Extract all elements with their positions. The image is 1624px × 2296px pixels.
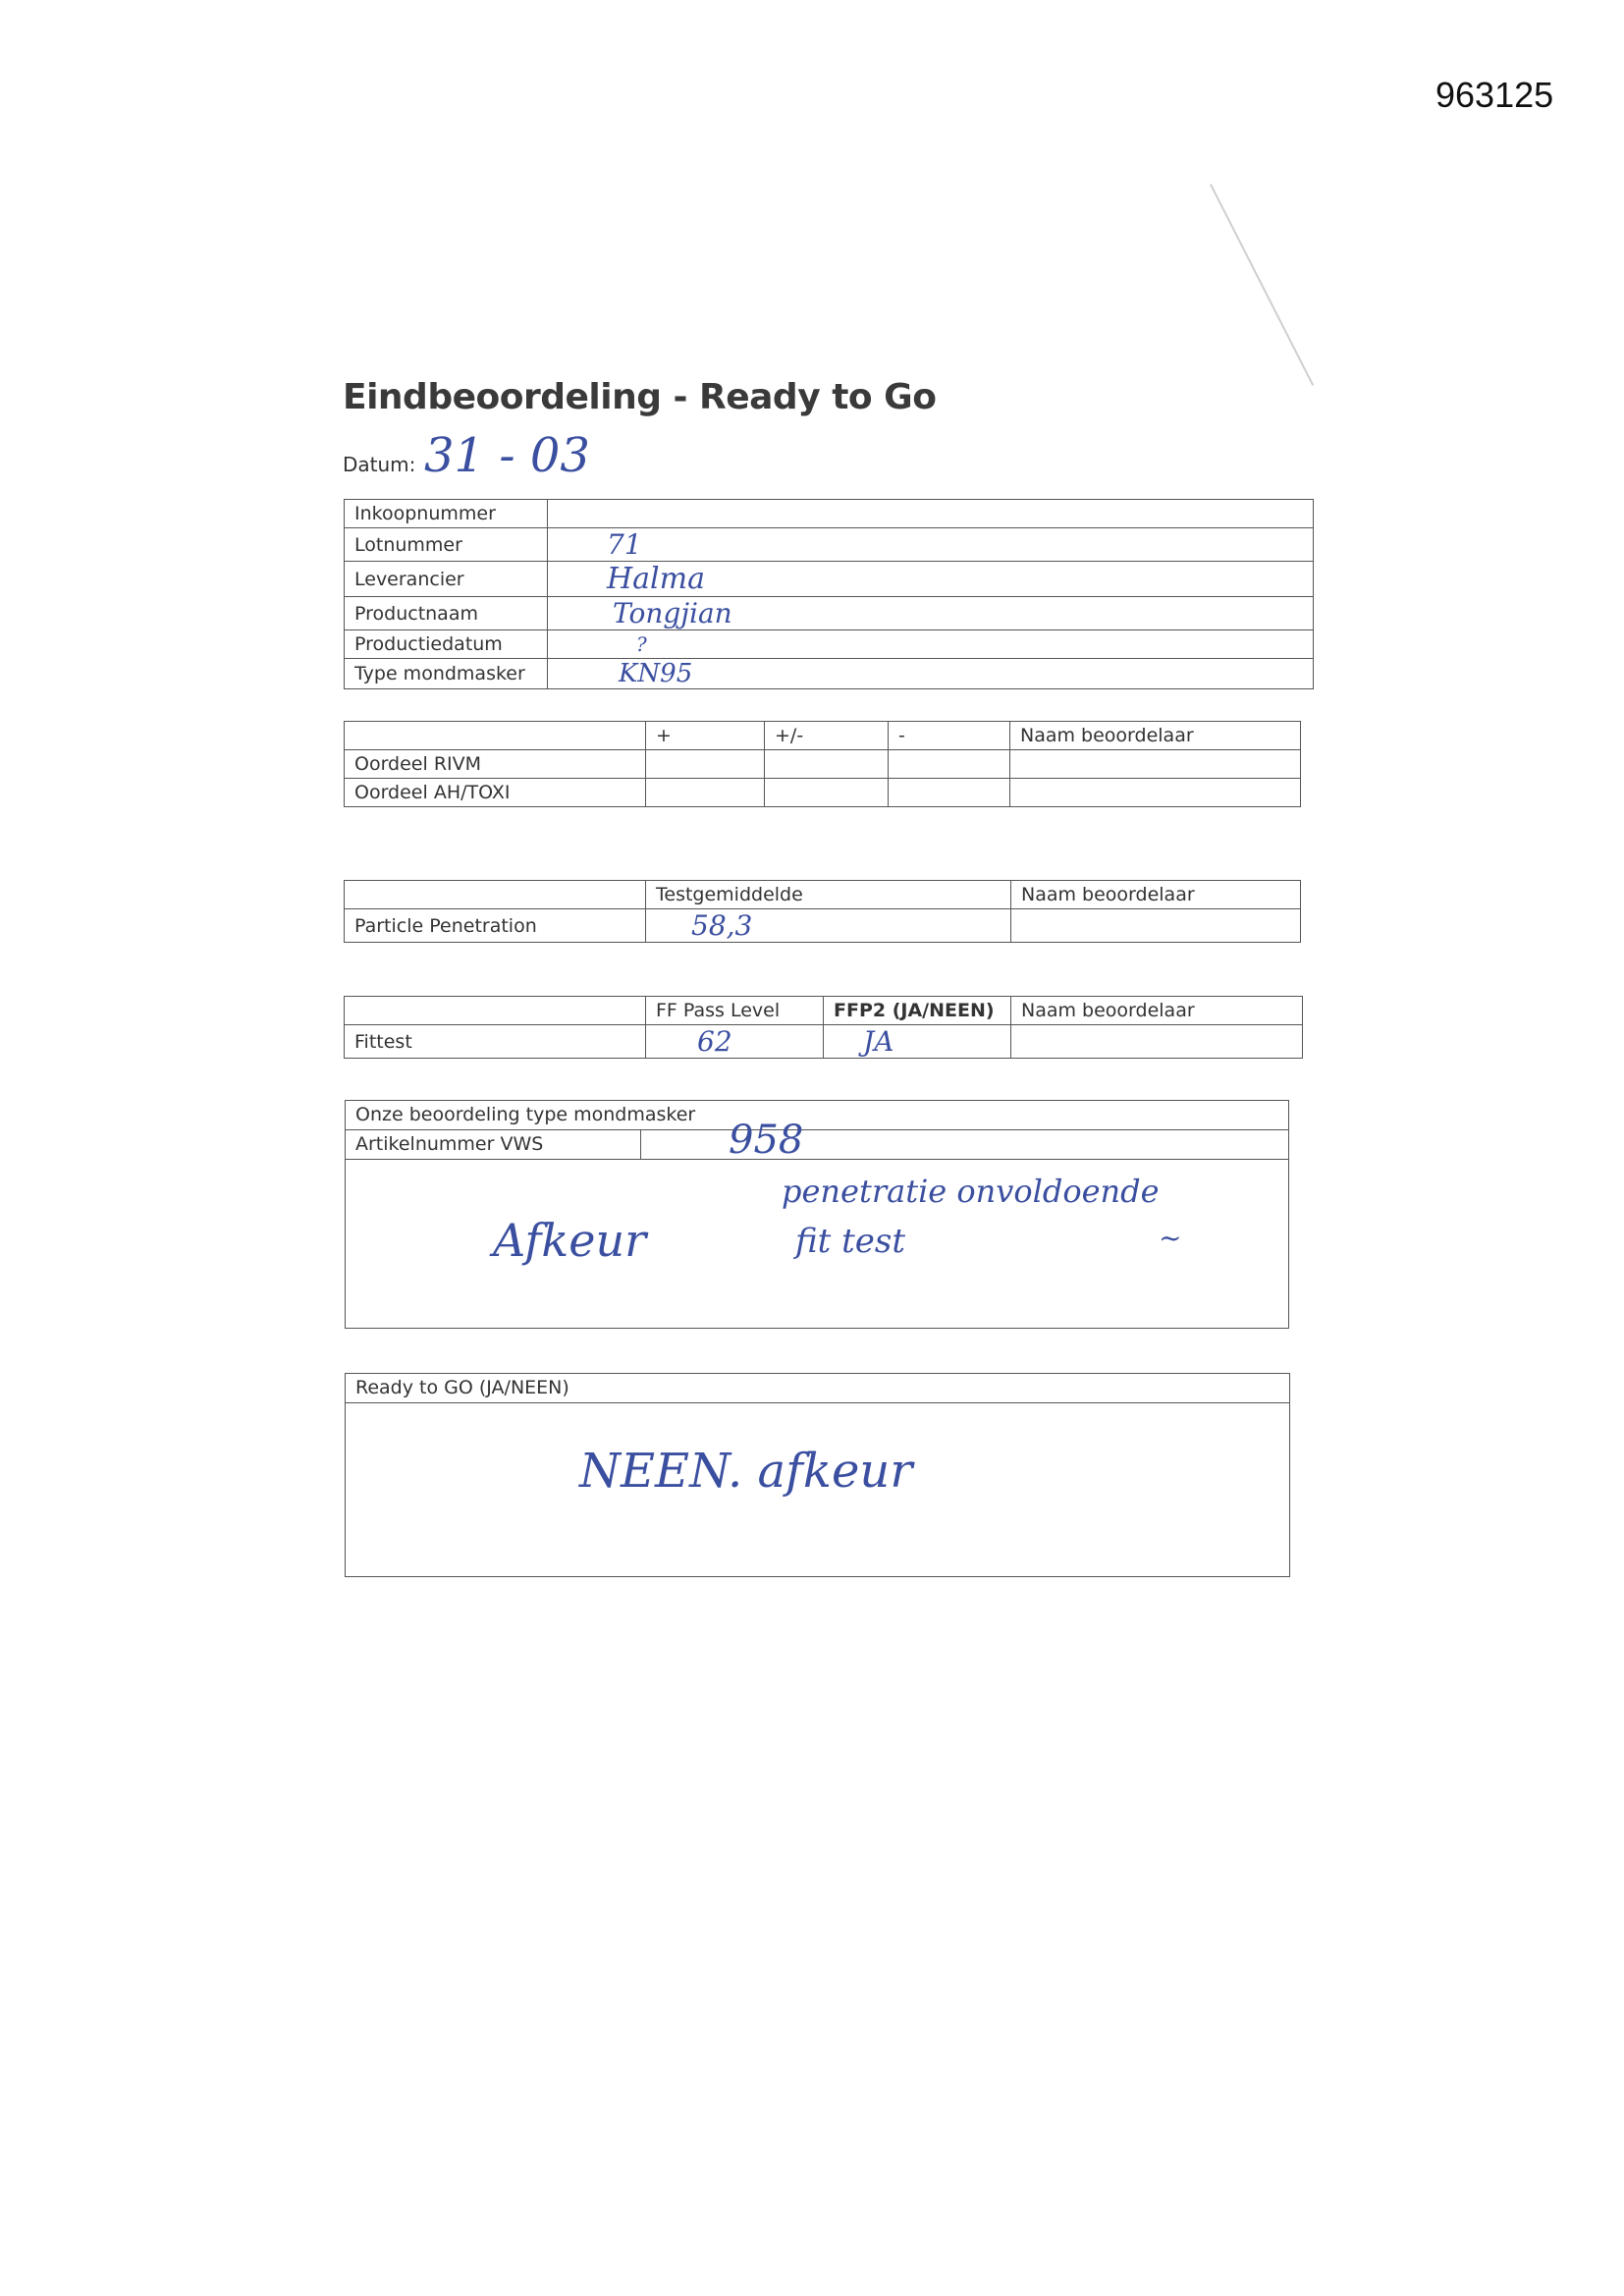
product-table [344, 499, 1314, 689]
penetration-header-naam: Naam beoordelaar [1011, 881, 1301, 909]
penetration-header-testgemiddelde: Testgemiddelde [646, 881, 1011, 909]
oordeel-ahtoxi-label: Oordeel AH/TOXI [345, 779, 646, 807]
penetration-table [344, 880, 1301, 943]
leverancier-field[interactable] [548, 562, 1314, 597]
penetration-naam-field[interactable] [1011, 909, 1301, 943]
table-row [345, 500, 1314, 528]
scan-artifact-line [1210, 184, 1314, 386]
table-header-row [345, 881, 1301, 909]
penetration-testgemiddelde-field[interactable] [646, 909, 1011, 943]
productnaam-value: Tongjian [613, 597, 732, 629]
inkoopnummer-field[interactable] [548, 500, 1314, 528]
oordeel-rivm-plusminus[interactable] [765, 750, 889, 779]
oordeel-ahtoxi-naam[interactable] [1010, 779, 1301, 807]
oordeel-header-minus: - [889, 722, 1010, 750]
beoordeling-note-dash: ~ [1159, 1222, 1182, 1254]
table-header-row [345, 997, 1303, 1025]
table-row [345, 630, 1314, 659]
ready-to-go-label: Ready to GO (JA/NEEN) [346, 1374, 1289, 1403]
oordeel-rivm-minus[interactable] [889, 750, 1010, 779]
table-row [345, 779, 1301, 807]
beoordeling-note-right-2[interactable]: fit test [795, 1222, 906, 1261]
oordeel-header-empty [345, 722, 646, 750]
table-header-row [345, 722, 1301, 750]
type-mondmasker-field[interactable] [548, 659, 1314, 689]
fittest-table [344, 996, 1303, 1059]
oordeel-rivm-naam[interactable] [1010, 750, 1301, 779]
type-mondmasker-label: Type mondmasker [345, 659, 548, 689]
type-mondmasker-value: KN95 [619, 659, 693, 688]
artikelnummer-divider [640, 1130, 641, 1159]
oordeel-rivm-plus[interactable] [646, 750, 765, 779]
leverancier-label: Leverancier [345, 562, 548, 597]
oordeel-header-naam: Naam beoordelaar [1010, 722, 1301, 750]
artikelnummer-label: Artikelnummer VWS [355, 1133, 544, 1155]
artikelnummer-row [346, 1130, 1288, 1160]
artikelnummer-value[interactable]: 958 [729, 1118, 804, 1163]
productnaam-label: Productnaam [345, 597, 548, 630]
fittest-ffpass-field[interactable] [646, 1025, 824, 1059]
lotnummer-label: Lotnummer [345, 528, 548, 562]
oordeel-ahtoxi-minus[interactable] [889, 779, 1010, 807]
table-row [345, 750, 1301, 779]
table-row [345, 909, 1301, 943]
penetration-label: Particle Penetration [345, 909, 646, 943]
ready-to-go-value[interactable]: NEEN. afkeur [579, 1444, 913, 1499]
leverancier-value: Halma [607, 562, 705, 596]
oordeel-ahtoxi-plus[interactable] [646, 779, 765, 807]
productiedatum-value: ? [636, 632, 647, 656]
lotnummer-field[interactable] [548, 528, 1314, 562]
fittest-naam-field[interactable] [1011, 1025, 1303, 1059]
datum-value[interactable]: 31 - 03 [424, 428, 590, 483]
table-row [345, 528, 1314, 562]
document-id: 963125 [1435, 75, 1554, 115]
beoordeling-note-left[interactable]: Afkeur [493, 1214, 647, 1267]
inkoopnummer-label: Inkoopnummer [345, 500, 548, 528]
fittest-header-ffp2: FFP2 (JA/NEEN) [824, 997, 1011, 1025]
productnaam-field[interactable] [548, 597, 1314, 630]
fittest-header-empty [345, 997, 646, 1025]
beoordeling-type-label: Onze beoordeling type mondmasker [346, 1101, 1288, 1130]
table-row [345, 597, 1314, 630]
fittest-ffp2-value: JA [863, 1025, 894, 1058]
fittest-ffp2-field[interactable] [824, 1025, 1011, 1059]
productiedatum-label: Productiedatum [345, 630, 548, 659]
fittest-ffpass-value: 62 [697, 1025, 732, 1058]
oordeel-ahtoxi-plusminus[interactable] [765, 779, 889, 807]
beoordeling-box [345, 1100, 1289, 1329]
fittest-header-naam: Naam beoordelaar [1011, 997, 1303, 1025]
lotnummer-value: 71 [607, 528, 642, 561]
datum-label: Datum: [343, 453, 416, 476]
oordeel-table [344, 721, 1301, 807]
penetration-header-empty [345, 881, 646, 909]
page-title: Eindbeoordeling - Ready to Go [343, 377, 937, 417]
beoordeling-note-right-1[interactable]: penetratie onvoldoende [782, 1173, 1160, 1210]
table-row [345, 562, 1314, 597]
oordeel-header-plus: + [646, 722, 765, 750]
table-row [345, 1025, 1303, 1059]
oordeel-rivm-label: Oordeel RIVM [345, 750, 646, 779]
penetration-testgemiddelde-value: 58,3 [691, 909, 753, 942]
fittest-label: Fittest [345, 1025, 646, 1059]
productiedatum-field[interactable] [548, 630, 1314, 659]
table-row [345, 659, 1314, 689]
oordeel-header-plusminus: +/- [765, 722, 889, 750]
fittest-header-ffpass: FF Pass Level [646, 997, 824, 1025]
